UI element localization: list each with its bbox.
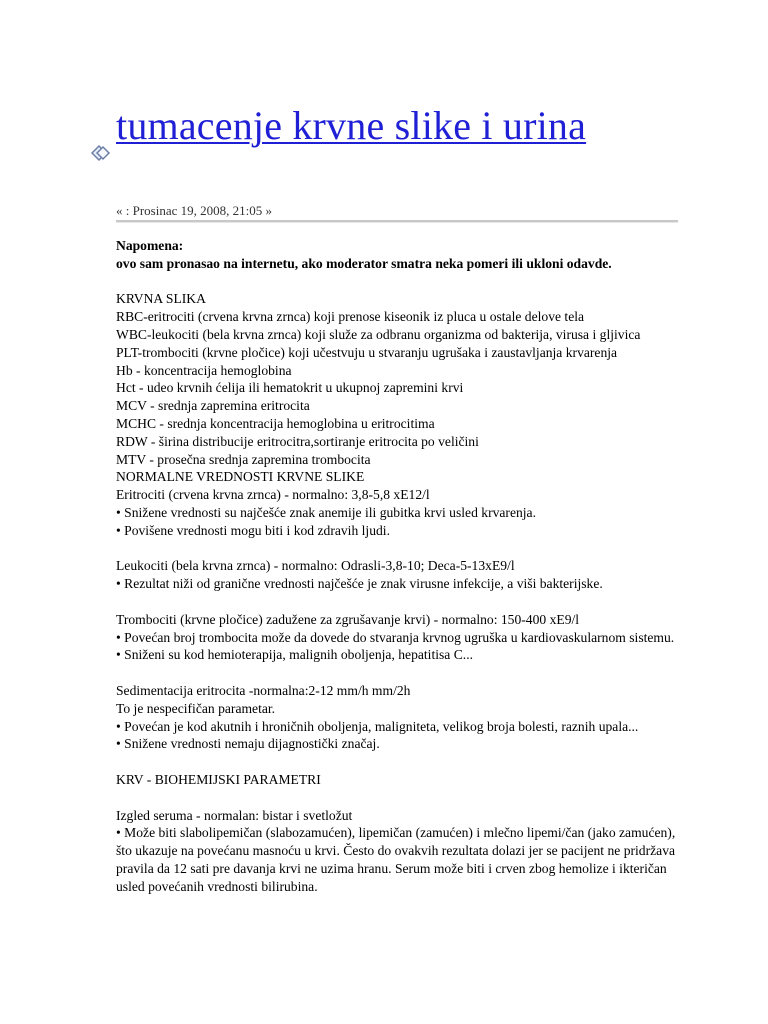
body-line: Leukociti (bela krvna zrnca) - normalno: Odrasli-3,8-10; Deca-5-13xE9/l <box>116 558 515 574</box>
note-heading: Napomena: <box>116 238 184 253</box>
body-line: Trombociti (krvne pločice) zadužene za zgrušavanje krvi) - normalno: 150-400 xE9/l <box>116 611 580 627</box>
body-line: KRVNA SLIKA <box>116 291 206 307</box>
body-line: • Sniženi su kod hemioterapija, malignih oboljenja, hepatitisa C... <box>116 647 473 663</box>
body-line: • Snižene vrednosti nemaju dijagnostički značaj. <box>116 736 380 752</box>
body-line: • Rezultat niži od granične vrednosti najčešće je znak virusne infekcije, a viši bakterijske. <box>116 576 603 592</box>
post-body <box>116 237 686 895</box>
body-line: Eritrociti (crvena krvna zrnca) - normalno: 3,8-5,8 xE12/l <box>116 487 430 503</box>
section-heading: KRV - BIOHEMIJSKI PARAMETRI <box>116 771 321 787</box>
post-title-link[interactable]: tumacenje krvne slike i urina <box>116 103 587 148</box>
body-line: • Može biti slabolipemičan (slabozamućen), lipemičan (zamućen) i mlečno lipemi/čan (jako zamućen), što ukazuje na povećanu masnoću u krvi. Često do ovakvih rezultata dolazi jer se pacijent ne pridržava pravila da 12 sati pre davanja krvi ne uzima hranu. Serum može biti i crven zbog hemolize i ikteričan usled povećanih vrednosti bilirubina. <box>116 825 676 894</box>
body-line: • Snižene vrednosti su najčešće znak anemije ili gubitka krvi usled krvarenja. <box>116 504 536 520</box>
note-text: ovo sam pronasao na internetu, ako moderator smatra neka pomeri ili ukloni odavde. <box>116 255 612 271</box>
body-line: • Povećan broj trombocita može da dovede do stvaranja krvnog ugruška u kardiovaskularnom sistemu. <box>116 629 675 645</box>
body-line: WBC-leukociti (bela krvna zrnca) koji služe za odbranu organizma od bakterija, virusa i gljivica <box>116 326 641 342</box>
body-line: Izgled seruma - normalan: bistar i svetložut <box>116 807 353 823</box>
body-line: RBC-eritrociti (crvena krvna zrnca) koji prenose kiseonik iz pluca u ostale delove tela <box>116 309 585 325</box>
body-line: NORMALNE VREDNOSTI KRVNE SLIKE <box>116 469 365 485</box>
body-line: Hct - udeo krvnih ćelija ili hematokrit u ukupnoj zapremini krvi <box>116 380 464 396</box>
post-date: « : Prosinac 19, 2008, 21:05 » <box>116 203 272 218</box>
body-line: MCV - srednja zapremina eritrocita <box>116 398 310 414</box>
body-line: • Povišene vrednosti mogu biti i kod zdravih ljudi. <box>116 522 390 538</box>
body-line: Hb - koncentracija hemoglobina <box>116 362 292 378</box>
body-line: PLT-trombociti (krvne pločice) koji učestvuju u stvaranju ugrušaka i zaustavljanja krvarenja <box>116 344 618 360</box>
body-line: Sedimentacija eritrocita -normalna:2-12 mm/h mm/2h <box>116 682 411 698</box>
body-line: • Povećan je kod akutnih i hroničnih oboljenja, maligniteta, velikog broja bolesti, raznih upala... <box>116 718 639 734</box>
title-divider <box>116 220 678 223</box>
body-line: MCHC - srednja koncentracija hemoglobina u eritrocitima <box>116 415 435 431</box>
post-bullet-icon <box>90 144 112 162</box>
body-line: To je nespecifičan parametar. <box>116 700 276 716</box>
body-line: MTV - prosečna srednja zapremina trombocita <box>116 451 371 467</box>
body-line: RDW - širina distribucije eritrocitra,sortiranje eritrocita po veličini <box>116 433 479 449</box>
